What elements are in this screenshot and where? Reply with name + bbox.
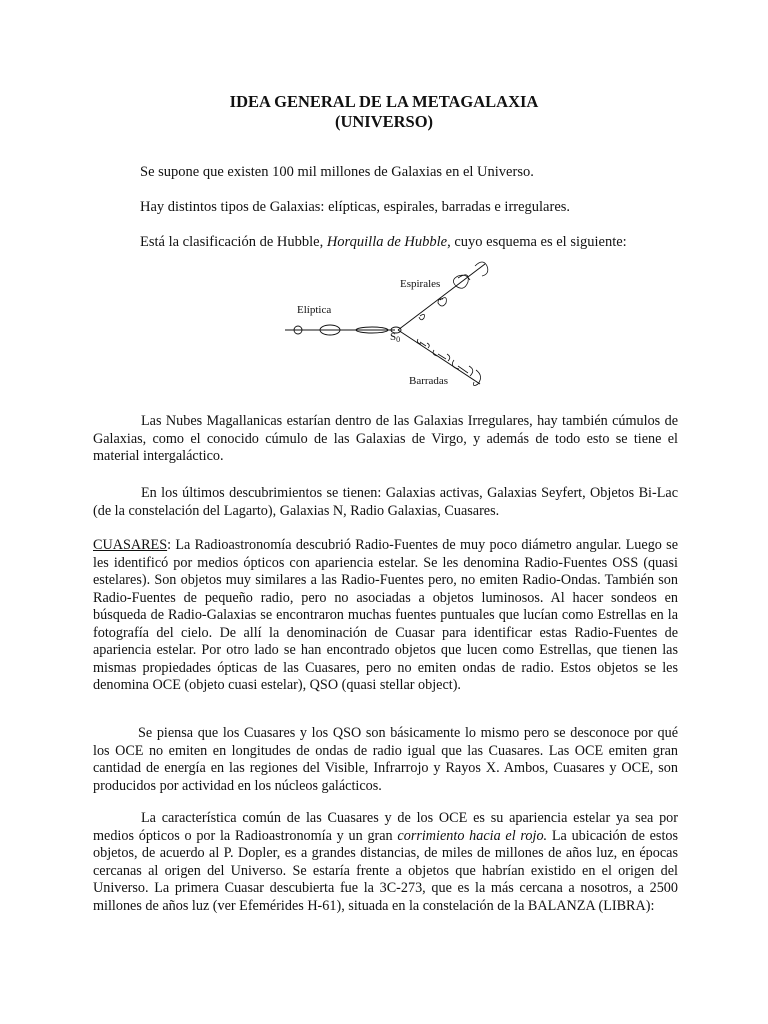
barred-sbc-shape (452, 360, 472, 376)
spiral-branch-line (398, 264, 485, 330)
intro-paragraph-1: Se supone que existen 100 mil millones de Galaxias en el Universo. (140, 164, 534, 180)
barradas-label: Barradas (409, 375, 449, 387)
intro-paragraph-2: Hay distintos tipos de Galaxias: elípticas, espirales, barradas e irregulares. (140, 199, 571, 215)
paragraph-cuasares (93, 537, 678, 695)
spiral-sd-shape (475, 262, 488, 276)
paragraph-qso (93, 725, 678, 795)
hubble-fork-diagram (280, 258, 500, 398)
s0-label-s: S (390, 331, 397, 343)
cuasares-text: : La Radioastronomía descubrió Radio-Fuentes de muy poco diámetro angular. Luego se les identificó por medios ópticos con apariencia estelar. Se les denomina Radio-Fuentes OSS (quasi estelares). Son objetos muy similares a las Radio-Fuentes pero, no emiten Radio-Ondas. También son Radio-Fuentes de pequeño radio, pero no asociadas a objetos luminosos. Al hacer sondeos en búsqueda de Radio-Galaxias se encontraron muchas fuentes puntuales que lucían como Estrellas en la fotografía del cielo. De allí la denominación de Cuasar para identificar estas Radio-Fuentes de apariencia estelar. Por otro lado se han encontrado objetos que lucen como Estrellas, que tienen las mismas propiedades ópticas de las Cuasares, pero no emiten ondas de radio. Estos objetos se les denomina OCE (objeto cuasi estelar), QSO (quasi stellar object). (93, 537, 678, 693)
intro-paragraph-3 (140, 233, 627, 251)
cuasares-heading: CUASARES (93, 537, 168, 553)
nubes-text: Las Nubes Magallanicas estarían dentro de las Galaxias Irregulares, hay también cúmulos de Galaxias, como el conocido cúmulo de las Galaxias de Virgo, y además de todo esto se tiene el material intergaláctico. (93, 413, 678, 464)
qso-text: Se piensa que los Cuasares y los QSO son básicamente lo mismo pero se desconoce por qué los OCE no emiten en longitudes de ondas de radio igual que las Cuasares. Las OCE emiten gran cantidad de energía en las regiones del Visible, Infrarrojo y Rayos X. Ambos, Cuasares y OCE, son producidos por actividad en los núcleos galácticos. (93, 725, 678, 794)
redshift-term: corrimiento hacia el rojo. (397, 827, 548, 844)
espirales-label: Espirales (400, 278, 441, 290)
caracteristica-text-before: La característica común de las Cuasares y de los OCE es su apariencia estelar ya sea por medios ópticos o por la Radioastronomía y un gran (93, 810, 678, 844)
document-title (0, 92, 768, 132)
descubrimientos-text: En los últimos descubrimientos se tienen: Galaxias activas, Galaxias Seyfert, Objetos Bi-Lac (de la constelación del Lagarto), Galaxias N, Radio Galaxias, Cuasares. (93, 485, 678, 519)
paragraph-descubrimientos (93, 485, 678, 520)
hubble-fork-term: Horquilla de Hubble (326, 234, 448, 250)
spiral-sa-shape (419, 314, 425, 319)
eliptica-label: Elíptica (297, 304, 332, 316)
paragraph-nubes-magallanicas (93, 413, 678, 466)
caracteristica-text-after: La ubicación de estos objetos, de acuerdo al P. Dopler, es a grandes distancias, de miles de millones de años luz, en épocas cercanas al origen del Universo. Se estaría frente a objetos que habrían existido en el origen del Universo. La primera Cuasar descubierta fue la 3C-273, que es la más cercana a nosotros, a 2500 millones de años luz (ver Efemérides H-61), situada en la constelación de la BALANZA (LIBRA): (93, 827, 679, 914)
title-line-2: (UNIVERSO) (334, 112, 434, 131)
intro-p3-text-after: , cuyo esquema es el siguiente: (447, 234, 627, 250)
title-line-1: IDEA GENERAL DE LA METAGALAXIA (229, 92, 539, 111)
paragraph-caracteristica (93, 810, 678, 915)
barred-sbb-shape (433, 350, 450, 361)
intro-p3-text-before: Está la clasificación de Hubble, (140, 234, 327, 250)
s0-label-sub: 0 (396, 335, 401, 344)
